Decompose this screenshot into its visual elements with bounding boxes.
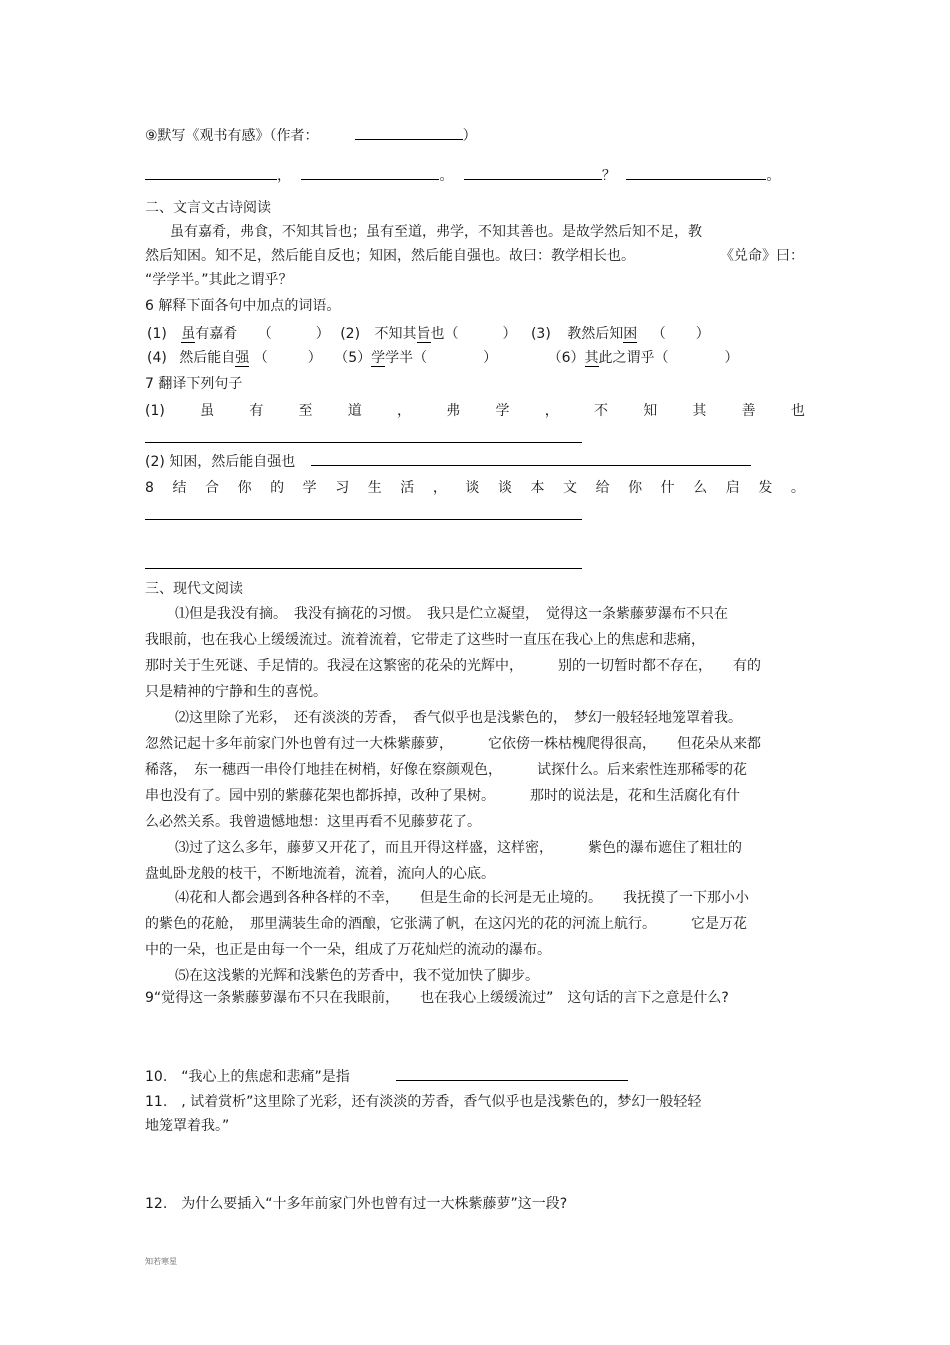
answer-line[interactable] bbox=[396, 1066, 628, 1081]
char: 学 bbox=[495, 403, 510, 419]
phrase: 此之谓乎（ bbox=[598, 350, 669, 366]
phrase: 然后能自 bbox=[179, 350, 236, 366]
q6-stem: 6 解释下面各句中加点的词语。 bbox=[145, 298, 341, 314]
q10-text: 10. “我心上的焦虑和悲痛”是指 bbox=[145, 1069, 350, 1085]
char: 启 bbox=[725, 480, 740, 496]
char: 文 bbox=[563, 480, 578, 496]
classical-text-line-3: “学学半。”其此之谓乎？ bbox=[145, 272, 293, 288]
char: 么 bbox=[693, 480, 708, 496]
dotted-word: 困 bbox=[623, 326, 638, 342]
paragraph-line: 我眼前，也在我心上缓缓流过。流着流着，它带走了这些时一直压在我心上的焦虑和悲痛， bbox=[145, 632, 705, 648]
paragraph-line: ⑷花和人都会遇到各种各样的不幸， 但是生命的长河是无止境的。 我抚摸了一下那小小 bbox=[175, 890, 749, 906]
phrase: 不知其 bbox=[374, 326, 417, 342]
answer-line[interactable] bbox=[145, 568, 582, 569]
q9-line bbox=[145, 125, 477, 146]
char: 给 bbox=[595, 480, 610, 496]
char: 不 bbox=[593, 403, 608, 419]
char: 你 bbox=[237, 480, 252, 496]
paragraph-line: ⑵这里除了光彩， 还有淡淡的芳香， 香气似乎也是浅紫色的， 梦幻一般轻轻地笼罩着我。 bbox=[175, 710, 742, 726]
phrase: 学半（ bbox=[385, 350, 428, 366]
paren: ） bbox=[315, 326, 330, 342]
paren: ） bbox=[502, 326, 517, 342]
answer-line[interactable] bbox=[311, 451, 751, 466]
char: 活 bbox=[400, 480, 415, 496]
paragraph-line: 么必然关系。我曾遗憾地想：这里再看不见藤萝花了。 bbox=[145, 814, 481, 830]
punct: ？ bbox=[601, 168, 616, 184]
q12-question: 12. 为什么要插入“十多年前家门外也曾有过一大株紫藤萝”这一段? bbox=[145, 1196, 568, 1212]
char: 。 bbox=[790, 480, 805, 496]
poem-blank-2[interactable] bbox=[301, 165, 439, 180]
char: ， bbox=[432, 480, 447, 496]
section-2-title: 二、文言文古诗阅读 bbox=[145, 200, 271, 216]
char: 也 bbox=[790, 403, 805, 419]
poem-blank-4[interactable] bbox=[626, 165, 766, 180]
char: 生 bbox=[367, 480, 382, 496]
paragraph-line: 的紫色的花舱， 那里满装生命的酒酿，它张满了帆，在这闪光的花的河流上航行。 它是万花 bbox=[145, 916, 747, 932]
char: 道 bbox=[347, 403, 362, 419]
paragraph-line: ⑴但是我没有摘。 我没有摘花的习惯。 我只是伫立凝望， 觉得这一条紫藤萝瀑布不只在 bbox=[175, 606, 728, 622]
author-blank[interactable] bbox=[355, 125, 463, 140]
classical-text-line-1: 虽有嘉肴，弗食，不知其旨也；虽有至道，弗学，不知其善也。是故学然后知不足，教 bbox=[170, 224, 702, 240]
q7-sentence-2-text: (2) 知困，然后能自强也 bbox=[145, 454, 296, 470]
item-number: (3) bbox=[530, 326, 551, 342]
section-3-title: 三、现代文阅读 bbox=[145, 581, 243, 597]
paren: （ bbox=[651, 326, 666, 342]
phrase: 教然后知 bbox=[567, 326, 624, 342]
paragraph-line: 盘虬卧龙般的枝干，不断地流着，流着，流向人的心底。 bbox=[145, 866, 495, 882]
paragraph-line: 忽然记起十多年前家门外也曾有过一大株紫藤萝， 它依傍一株枯槐爬得很高， 但花朵从来都 bbox=[145, 736, 761, 752]
q10-question bbox=[145, 1066, 628, 1087]
punct: ， bbox=[277, 168, 291, 184]
paragraph-line: 只是精神的宁静和生的喜悦。 bbox=[145, 684, 327, 700]
item-number: (2) bbox=[340, 326, 361, 342]
paren: ） bbox=[307, 350, 322, 366]
char: ， bbox=[397, 403, 412, 419]
dotted-word: 虽 bbox=[181, 326, 196, 342]
classical-text-line-2: 然后知困。知不足，然后能自反也；知困，然后能自强也。故曰：教学相长也。 bbox=[145, 248, 635, 264]
paragraph-line: ⑶过了这么多年，藤萝又开花了，而且开得这样盛，这样密， 紫色的瀑布遮住了粗壮的 bbox=[175, 840, 742, 856]
paragraph-line: 稀落， 东一穗西一串伶仃地挂在树梢，好像在察颜观色， 试探什么。后来索性连那稀零的花 bbox=[145, 762, 747, 778]
q6-row-2 bbox=[147, 348, 739, 368]
paragraph-line: ⑸在这浅紫的光辉和浅紫色的芳香中，我不觉加快了脚步。 bbox=[175, 968, 539, 984]
phrase: 也（ bbox=[430, 326, 459, 342]
poem-blank-1[interactable] bbox=[145, 165, 277, 180]
char: 有 bbox=[249, 403, 264, 419]
dotted-word: 学 bbox=[371, 350, 386, 366]
item-number: （5） bbox=[334, 350, 372, 366]
footer-mark: 知若寒星 bbox=[145, 1257, 177, 1266]
paren: ） bbox=[695, 326, 710, 342]
q6-row-1 bbox=[147, 324, 710, 344]
char: 的 bbox=[270, 480, 285, 496]
q9-question: 9“觉得这一条紫藤萝瀑布不只在我眼前， 也在我心上缓缓流过” 这句话的言下之意是什么? bbox=[145, 990, 729, 1006]
answer-line[interactable] bbox=[145, 519, 582, 520]
paren: ） bbox=[724, 350, 739, 366]
char: (1) bbox=[145, 403, 165, 419]
char: 本 bbox=[530, 480, 545, 496]
char: 发 bbox=[758, 480, 773, 496]
q11-line-1: 11. , 试着赏析”这里除了光彩，还有淡淡的芳香，香气似乎也是浅紫色的，梦幻一般轻轻 bbox=[145, 1094, 702, 1110]
char: 什 bbox=[660, 480, 675, 496]
q7-sentence-2 bbox=[145, 451, 751, 472]
char: 结 bbox=[172, 480, 187, 496]
phrase: 有嘉肴 bbox=[195, 326, 238, 342]
paragraph-line: 串也没有了。园中别的紫藤花架也都拆掉，改种了果树。 那时的说法是，花和生活腐化有什 bbox=[145, 788, 740, 804]
q9-blanks bbox=[145, 165, 780, 186]
q7-stem: 7 翻译下列句子 bbox=[145, 376, 243, 392]
item-number: （6） bbox=[547, 350, 585, 366]
dotted-word: 强 bbox=[235, 350, 250, 366]
char: 善 bbox=[741, 403, 756, 419]
dotted-word: 旨 bbox=[416, 326, 431, 342]
punct: 。 bbox=[766, 168, 781, 184]
q11-line-2: 地笼罩着我。” bbox=[145, 1118, 230, 1134]
item-number: (4) bbox=[147, 350, 167, 366]
item-number: (1) bbox=[147, 326, 167, 342]
char: ， bbox=[544, 403, 559, 419]
char: 合 bbox=[205, 480, 220, 496]
dotted-word: 其 bbox=[584, 350, 599, 366]
char: 8 bbox=[145, 480, 154, 496]
q9-prefix: ⑨默写《观书有感》（作者： bbox=[145, 128, 319, 144]
char: 知 bbox=[643, 403, 658, 419]
paragraph-line: 那时关于生死谜、手足情的。我浸在这繁密的花朵的光辉中， 别的一切暂时都不存在， 有的 bbox=[145, 658, 761, 674]
char: 谈 bbox=[465, 480, 480, 496]
char: 弗 bbox=[446, 403, 461, 419]
punct: 。 bbox=[439, 168, 454, 184]
q9-suffix: ） bbox=[462, 128, 477, 144]
classical-text-line-2b: 《兑命》曰： bbox=[720, 248, 804, 264]
paragraph-line: 中的一朵，也正是由每一个一朵，组成了万花灿烂的流动的瀑布。 bbox=[145, 942, 551, 958]
char: 习 bbox=[335, 480, 350, 496]
answer-line[interactable] bbox=[145, 442, 582, 443]
char: 你 bbox=[628, 480, 643, 496]
char: 其 bbox=[692, 403, 707, 419]
char: 虽 bbox=[200, 403, 215, 419]
poem-blank-3[interactable] bbox=[464, 165, 602, 180]
paren: （ bbox=[257, 326, 272, 342]
char: 至 bbox=[298, 403, 313, 419]
q7-sentence-1 bbox=[145, 401, 805, 421]
paren: ） bbox=[483, 350, 498, 366]
char: 谈 bbox=[497, 480, 512, 496]
q8-stem bbox=[145, 478, 805, 498]
char: 学 bbox=[302, 480, 317, 496]
paren: （ bbox=[253, 350, 268, 366]
